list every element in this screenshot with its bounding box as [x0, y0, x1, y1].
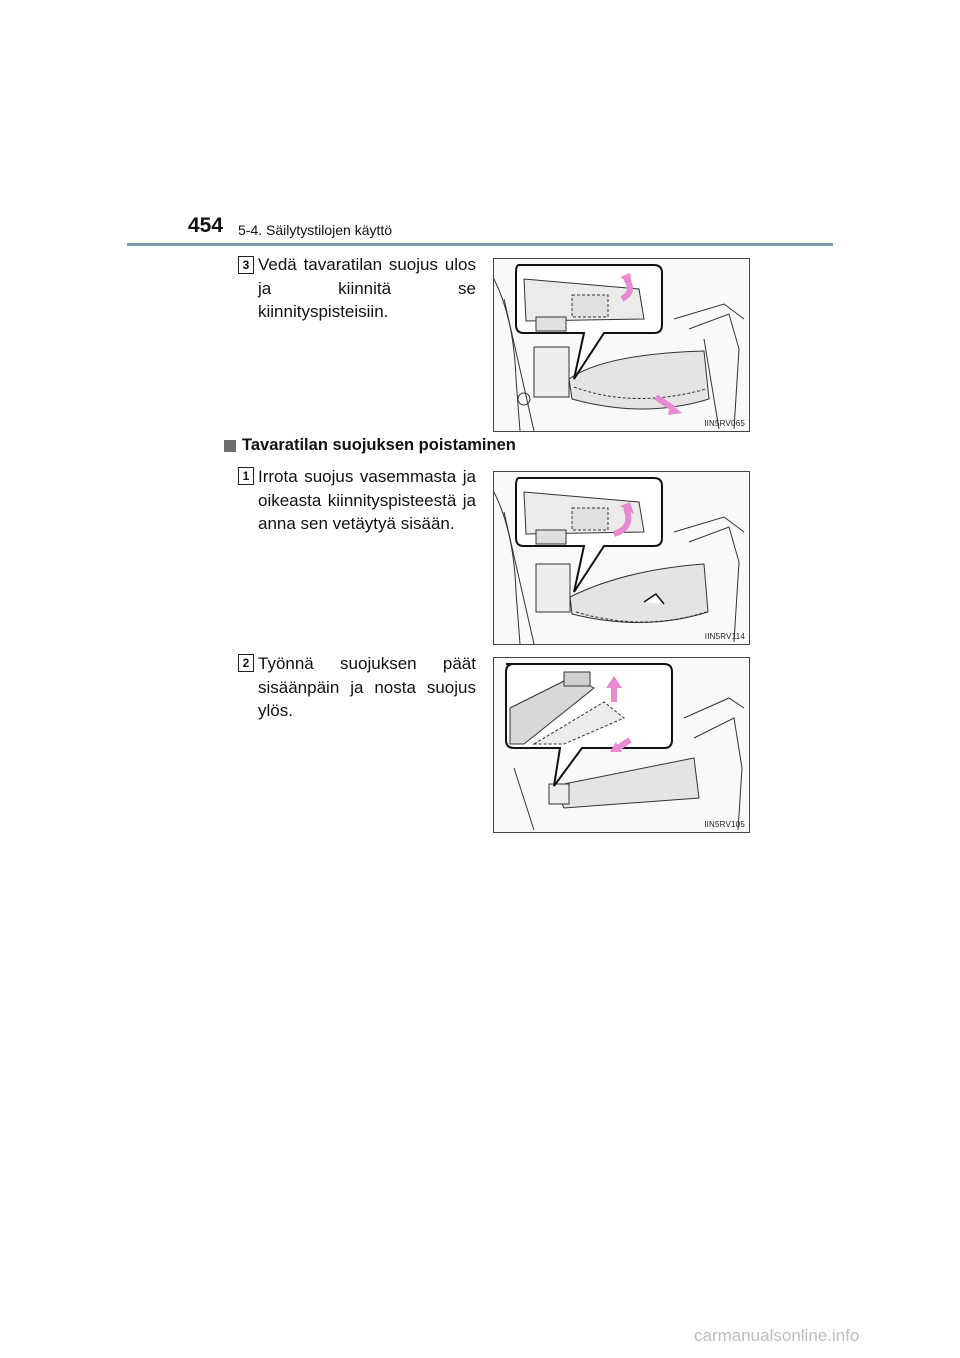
illustration-cargo-cover-hook [494, 259, 749, 431]
figure-code: IIN5RV065 [704, 419, 745, 428]
header-rule [127, 243, 833, 246]
figure-pull-out-cover [493, 258, 750, 432]
illustration-cargo-cover-detach [494, 472, 749, 644]
figure-detach-cover [493, 471, 750, 645]
step-text: Työnnä suojuksen päät sisäänpäin ja nosta suojus ylös. [258, 654, 476, 720]
step-badge: 3 [238, 256, 254, 274]
subsection-heading: Tavaratilan suojuksen poistaminen [242, 436, 516, 454]
figure-code: IIN5RV105 [704, 820, 745, 829]
step-badge: 2 [238, 654, 254, 672]
step-badge: 1 [238, 467, 254, 485]
figure-code: IIN5RV114 [704, 632, 745, 641]
section-title: 5-4. Säilytystilojen käyttö [238, 222, 393, 238]
figure-lift-cover [493, 657, 750, 833]
watermark: carmanualsonline.info [694, 1326, 860, 1345]
step-text: Irrota suojus vasemmasta ja oikeasta kiinnityspisteestä ja anna sen vetäytyä sisään. [258, 467, 476, 533]
step-text: Vedä tavaratilan suojus ulos ja kiinnitä se kiinnityspisteisiin. [258, 255, 476, 321]
page-number: 454 [188, 214, 224, 237]
heading-square-icon [224, 440, 236, 452]
illustration-cargo-cover-lift [494, 658, 749, 832]
